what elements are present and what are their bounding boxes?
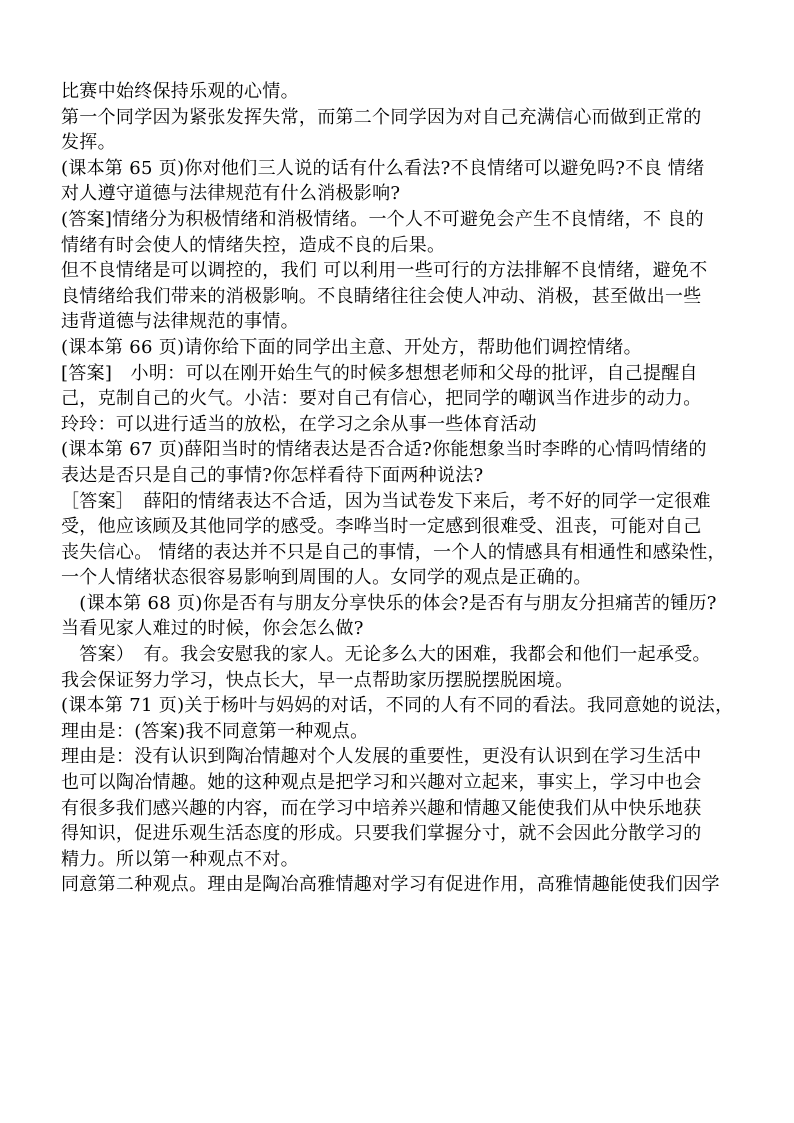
text-line: 理由是：没有认识到陶冶情趣对个人发展的重要性，更没有认识到在学习生活中 bbox=[61, 746, 702, 768]
text-line: (课本第 66 页)请你给下面的同学出主意、开处方，帮助他们调控情绪。 bbox=[61, 336, 642, 358]
text-line: 理由是：(答案)我不同意第一种观点。 bbox=[61, 720, 369, 742]
text-line: 也可以陶冶情趣。她的这种观点是把学习和兴趣对立起来，事实上，学习中也会 bbox=[61, 772, 702, 794]
text-line: (课本第 68 页)你是否有与朋友分享快乐的体会?是否有与朋友分担痛苦的锺历? bbox=[61, 592, 717, 614]
text-line: (答案]情绪分为积极情绪和消极情绪。一个人不可避免会产生不良情绪，不 良的 bbox=[61, 208, 704, 230]
text-line: 但不良情绪是可以调控的，我们 可以利用一些可行的方法排解不良情绪，避免不 bbox=[61, 260, 708, 282]
text-line: 同意第二种观点。理由是陶冶高雅情趣对学习有促进作用，高雅情趣能使我们因学 bbox=[61, 874, 720, 896]
text-line: (课本第 71 页)关于杨叶与妈妈的对话，不同的人有不同的看法。我同意她的说法， bbox=[61, 695, 734, 717]
text-line: 当看见家人难过的时候，你会怎么做? bbox=[61, 618, 364, 640]
text-line: 第一个同学因为紧张发挥失常，而第二个同学因为对自己充满信心而做到正常的 bbox=[61, 106, 702, 128]
text-line: 比赛中始终保持乐观的心情。 bbox=[61, 81, 299, 102]
text-line: (课本第 67 页)薛阳当时的情绪表达是否合适?你能想象当时李晔的心情吗情绪的 bbox=[61, 439, 707, 461]
text-line: 精力。所以第一种观点不对。 bbox=[61, 848, 299, 870]
text-line: 得知识，促进乐观生活态度的形成。只要我们掌握分寸，就不会因此分散学习的 bbox=[61, 823, 702, 845]
text-line: 己，克制自己的火气。小洁：要对自己有信心，把同学的嘲讽当作进步的动力。 bbox=[61, 388, 702, 410]
text-line: 一个人情绪状态很容易影响到周围的人。女同学的观点是正确的。 bbox=[61, 567, 592, 589]
text-line: 对人遵守道德与法律规范有什么消极影响? bbox=[61, 183, 401, 205]
text-line: (课本第 65 页)你对他们三人说的话有什么看法?不良情绪可以避免吗?不良 情绪 bbox=[61, 157, 705, 179]
text-line: 情绪有时会使人的情绪失控，造成不良的后果。 bbox=[61, 234, 446, 256]
text-line: 我会保证努力学习，快点长大，早一点帮助家历摆脱摆脱困境。 bbox=[61, 669, 574, 691]
text-line: ［答案］ 薛阳的情绪表达不合适，因为当试卷发下来后，考不好的同学一定很难 bbox=[61, 490, 711, 512]
text-line: 表达是否只是自己的事情?你怎样看待下面两种说法? bbox=[61, 464, 484, 486]
text-line: 答案） 有。我会安慰我的家人。无论多么大的困难，我都会和他们一起承受。 bbox=[61, 644, 711, 666]
text-line: 违背道德与法律规范的事情。 bbox=[61, 311, 299, 333]
document-body bbox=[61, 79, 741, 898]
text-line: 发挥。 bbox=[61, 132, 116, 154]
text-line: 玲玲：可以进行适当的放松，在学习之余从事一些体育活动 bbox=[61, 413, 537, 435]
text-line: 丧失信心。 情绪的表达并不只是自己的事情，一个人的情感具有相通性和感染性， bbox=[61, 541, 726, 563]
text-line: 受，他应该顾及其他同学的感受。李哗当时一定感到很难受、沮丧，可能对自己 bbox=[61, 516, 702, 538]
text-line: [答案] 小明：可以在刚开始生气的时候多想想老师和父母的批评，自己提醒自 bbox=[61, 362, 698, 384]
text-line: 良情绪给我们带来的消极影响。不良睛绪往往会使人冲动、消极，甚至做出一些 bbox=[61, 285, 702, 307]
text-line: 有很多我们感兴趣的内容，而在学习中培养兴趣和情趣又能使我们从中快乐地获 bbox=[61, 797, 702, 819]
